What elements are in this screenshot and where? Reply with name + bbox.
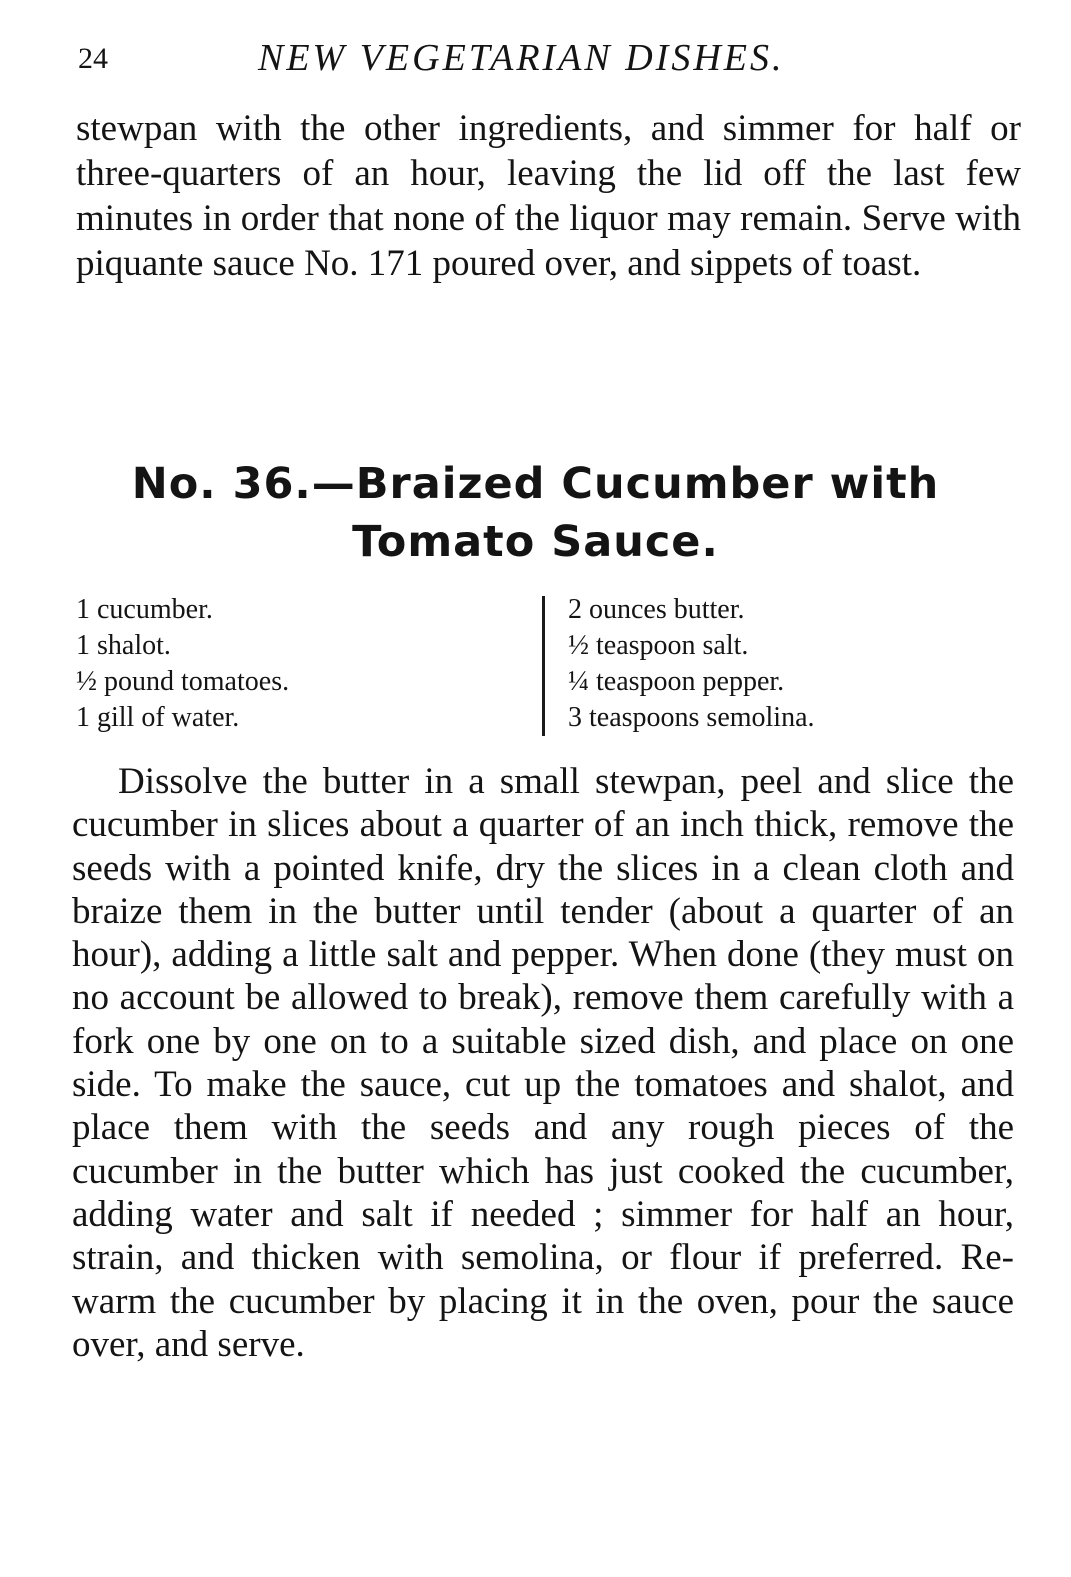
ingredient-item: ½ pound tomatoes. (76, 666, 290, 697)
ingredient-item: 2 ounces butter. (568, 594, 745, 625)
ingredient-item: ¼ teaspoon pepper. (568, 666, 785, 697)
ingredient-item: 1 shalot. (76, 630, 171, 661)
recipe-method: Dissolve the butter in a small stewpan, peel and slice the cucumber in slices about a quarter of an inch thick, remove the seeds with a pointed knife, dry the slices in a clean cloth and braize them in the butter until tender (about a quarter of an hour), adding a little salt and pepper. When done (they must on no account be allowed to break), remove them carefully with a fork one by one on to a suitable sized dish, and place on one side. To make the sauce, cut up the tomatoes and shalot, and place them with the seeds and any rough pieces of the cucumber in the butter which has just cooked the cucumber, adding water and salt if needed ; simmer for half an hour, strain, and thicken with semolina, or flour if preferred. Re-warm the cucumber by placing it in the oven, pour the sauce over, and serve. (72, 761, 1014, 1365)
running-head (78, 36, 978, 86)
recipe-title-line-2: Tomato Sauce. (352, 517, 719, 567)
ingredients-column-right (568, 592, 815, 736)
ingredients-column-left (76, 592, 289, 736)
ingredient-item: 3 teaspoons semolina. (568, 702, 815, 733)
ingredients-list (76, 592, 936, 742)
ingredient-item: ½ teaspoon salt. (568, 630, 749, 661)
running-title: NEW VEGETARIAN DISHES. (258, 37, 785, 79)
page-number: 24 (78, 42, 108, 75)
previous-recipe-continuation: stewpan with the other ingredients, and simmer for half or three-quarters of an hour, leaving the lid off the last few minutes in order that none of the liquor may remain. Serve with piquante sauce No. 171 poured over, and sippets of toast. (76, 108, 1021, 284)
ingredient-item: 1 cucumber. (76, 594, 213, 625)
column-divider (542, 596, 545, 736)
recipe-title-line-1: No. 36.—Braized Cucumber with (131, 459, 940, 509)
recipe-title (0, 455, 1071, 571)
ingredient-item: 1 gill of water. (76, 702, 240, 733)
